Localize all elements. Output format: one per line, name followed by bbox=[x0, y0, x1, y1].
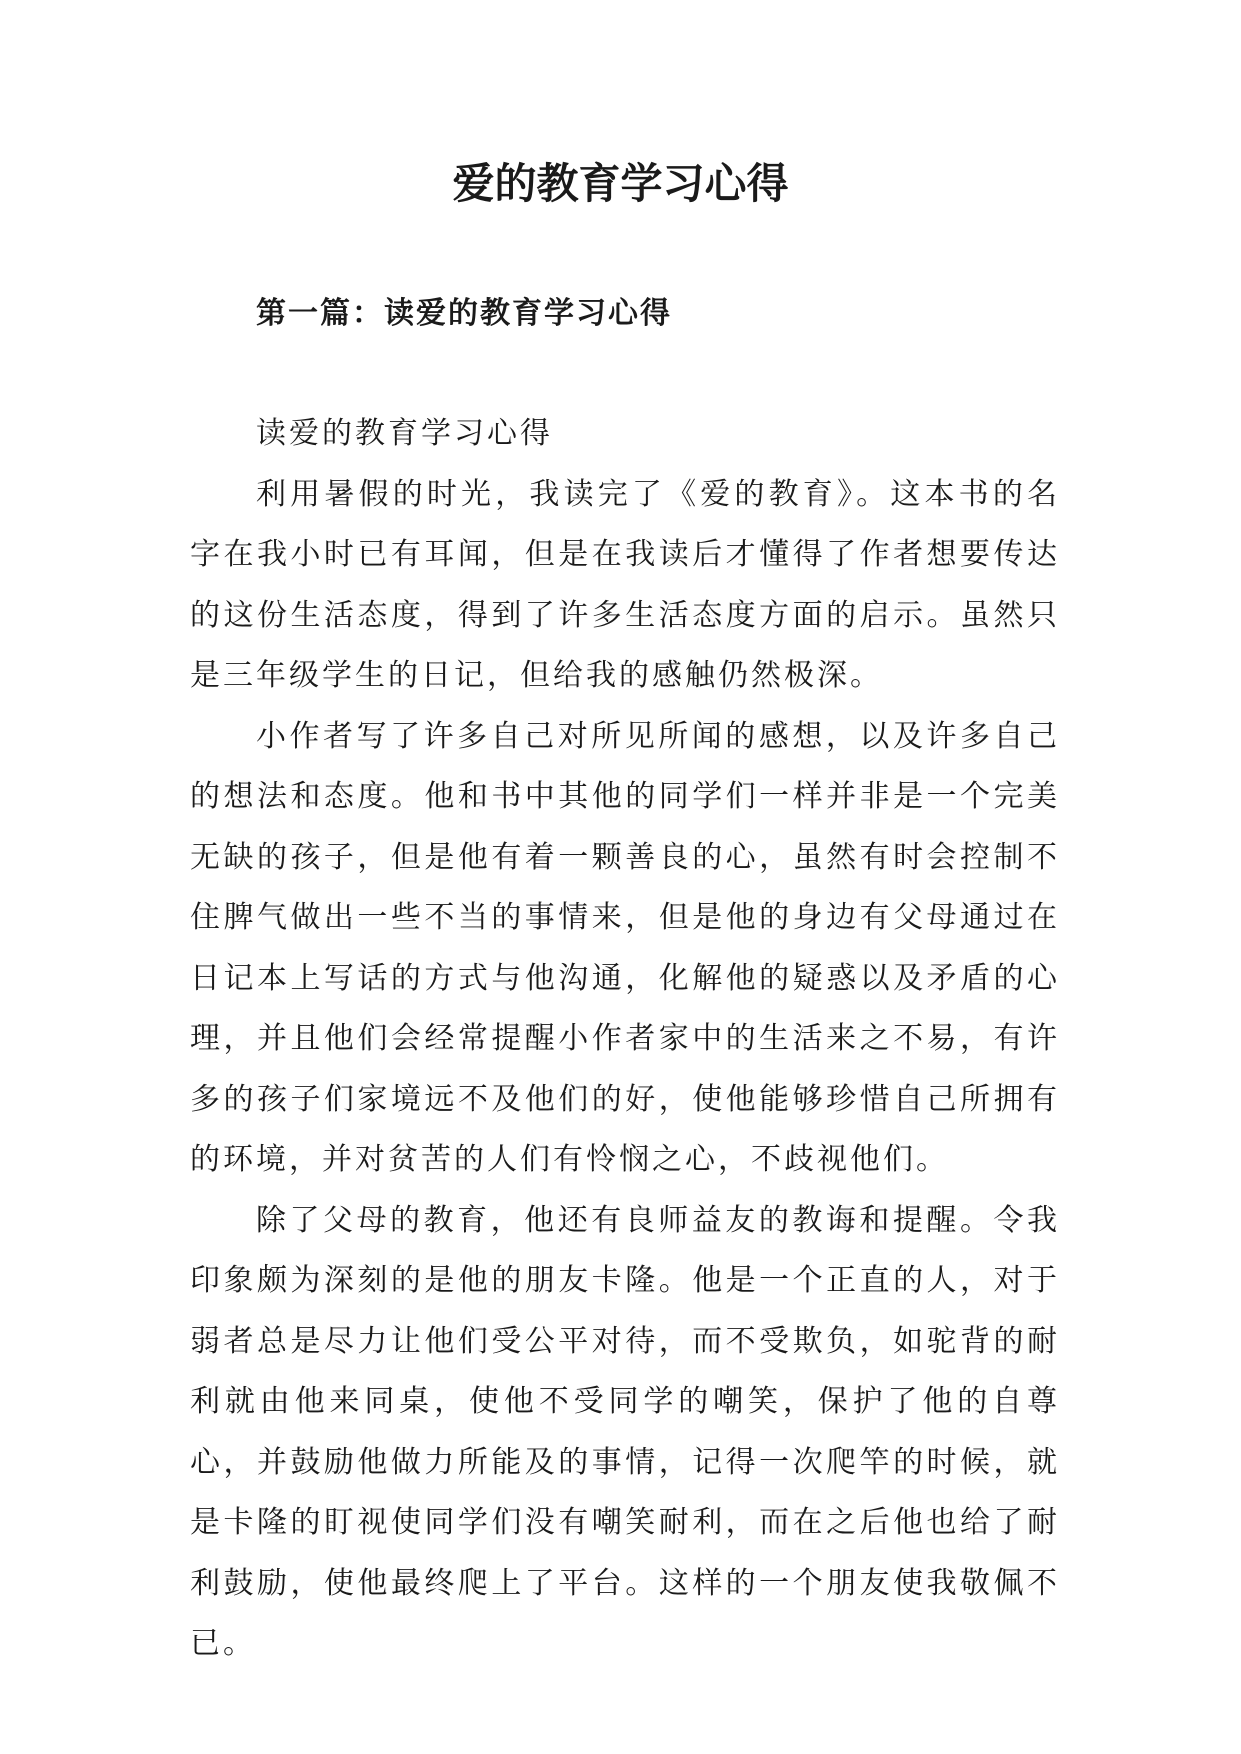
body-paragraph: 利用暑假的时光，我读完了《爱的教育》。这本书的名字在我小时已有耳闻，但是在我读后才懂得了作者想要传达的这份生活态度，得到了许多生活态度方面的启示。虽然只是三年级学生的日记，但给我的感触仍然极深。 bbox=[190, 476, 1060, 693]
body-paragraph: 除了父母的教育，他还有良师益友的教诲和提醒。令我印象颇为深刻的是他的朋友卡隆。他是一个正直的人，对于弱者总是尽力让他们受公平对待，而不受欺负，如驼背的耐利就由他来同桌，使他不受同学的嘲笑，保护了他的自尊心，并鼓励他做力所能及的事情，记得一次爬竿的时候，就是卡隆的盯视使同学们没有嘲笑耐利，而在之后他也给了耐利鼓励，使他最终爬上了平台。这样的一个朋友使我敬佩不已。 bbox=[190, 1202, 1060, 1661]
body-paragraph: 小作者写了许多自己对所见所闻的感想，以及许多自己的想法和态度。他和书中其他的同学们一样并非是一个完美无缺的孩子，但是他有着一颗善良的心，虽然有时会控制不住脾气做出一些不当的事情来，但是他的身边有父母通过在日记本上写话的方式与他沟通，化解他的疑惑以及矛盾的心理，并且他们会经常提醒小作者家中的生活来之不易，有许多的孩子们家境远不及他们的好，使他能够珍惜自己所拥有的环境，并对贫苦的人们有怜悯之心，不歧视他们。 bbox=[190, 718, 1060, 1177]
page-title: 爱的教育学习心得 bbox=[452, 159, 789, 208]
document-body bbox=[190, 404, 1060, 1675]
body-paragraph: 读爱的教育学习心得 bbox=[256, 416, 553, 451]
section-heading: 第一篇：读爱的教育学习心得 bbox=[256, 296, 672, 331]
